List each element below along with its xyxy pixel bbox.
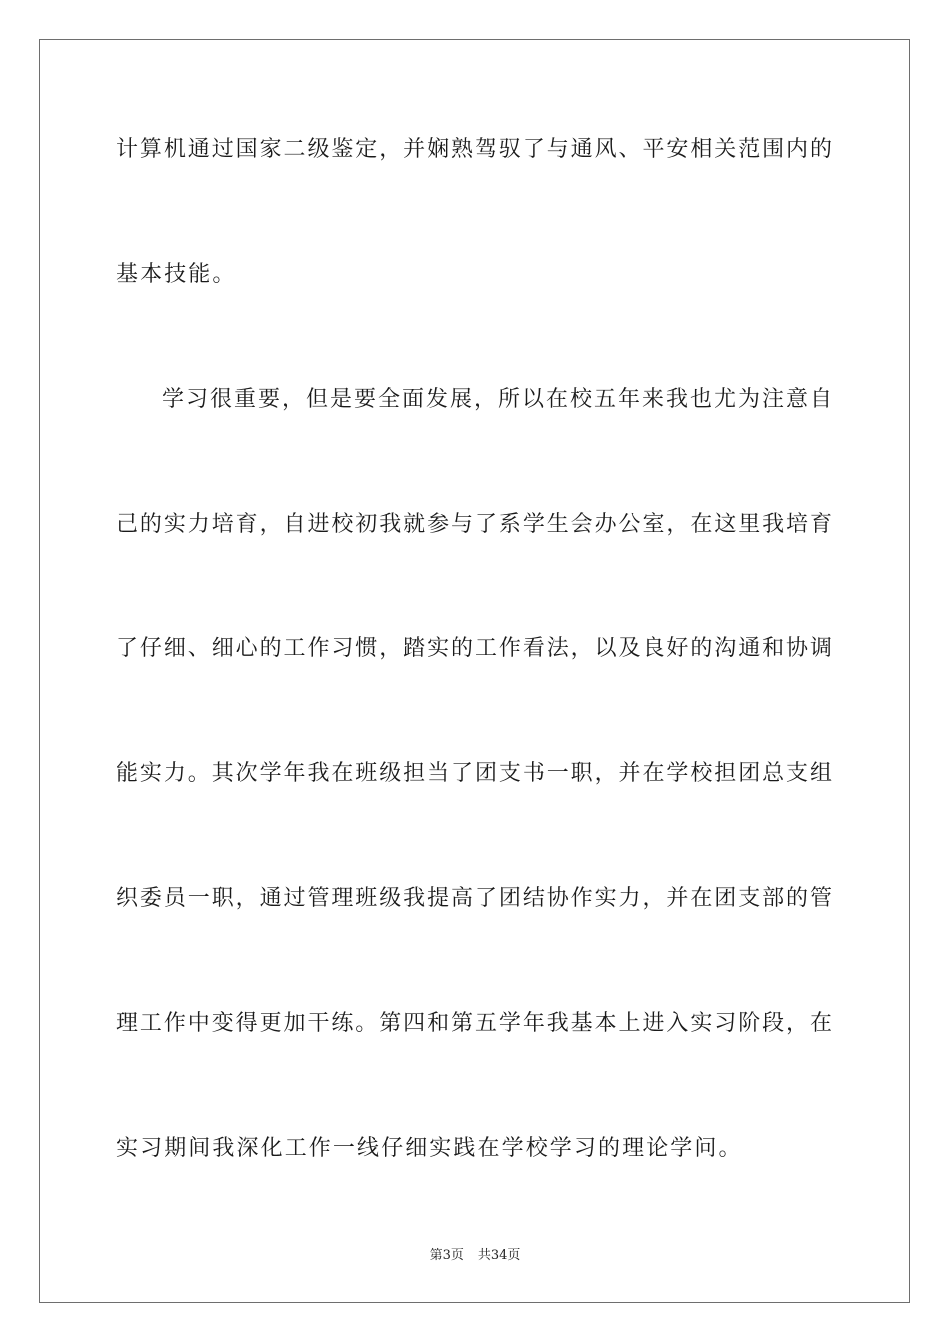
page-number: 第3页 bbox=[429, 1248, 464, 1263]
text-line: 能实力。其次学年我在班级担当了团支书一职，并在学校担团总支组 bbox=[116, 761, 832, 786]
page-total: 共34页 bbox=[477, 1248, 521, 1263]
text-line: 己的实力培育，自进校初我就参与了系学生会办公室，在这里我培育 bbox=[116, 512, 832, 537]
text-line: 理工作中变得更加干练。第四和第五学年我基本上进入实习阶段，在 bbox=[116, 1011, 832, 1036]
text-line: 基本技能。 bbox=[116, 262, 237, 287]
text-line: 织委员一职，通过管理班级我提高了团结协作实力，并在团支部的管 bbox=[116, 886, 832, 911]
text-line: 了仔细、细心的工作习惯，踏实的工作看法，以及良好的沟通和协调 bbox=[116, 636, 832, 661]
text-line: 实习期间我深化工作一线仔细实践在学校学习的理论学问。 bbox=[116, 1136, 743, 1161]
page-footer bbox=[0, 1247, 950, 1265]
text-line: 计算机通过国家二级鉴定，并娴熟驾驭了与通风、平安相关范围内的 bbox=[116, 137, 832, 162]
text-line: 学习很重要，但是要全面发展，所以在校五年来我也尤为注意自 bbox=[162, 387, 832, 412]
page-border bbox=[39, 39, 910, 1303]
